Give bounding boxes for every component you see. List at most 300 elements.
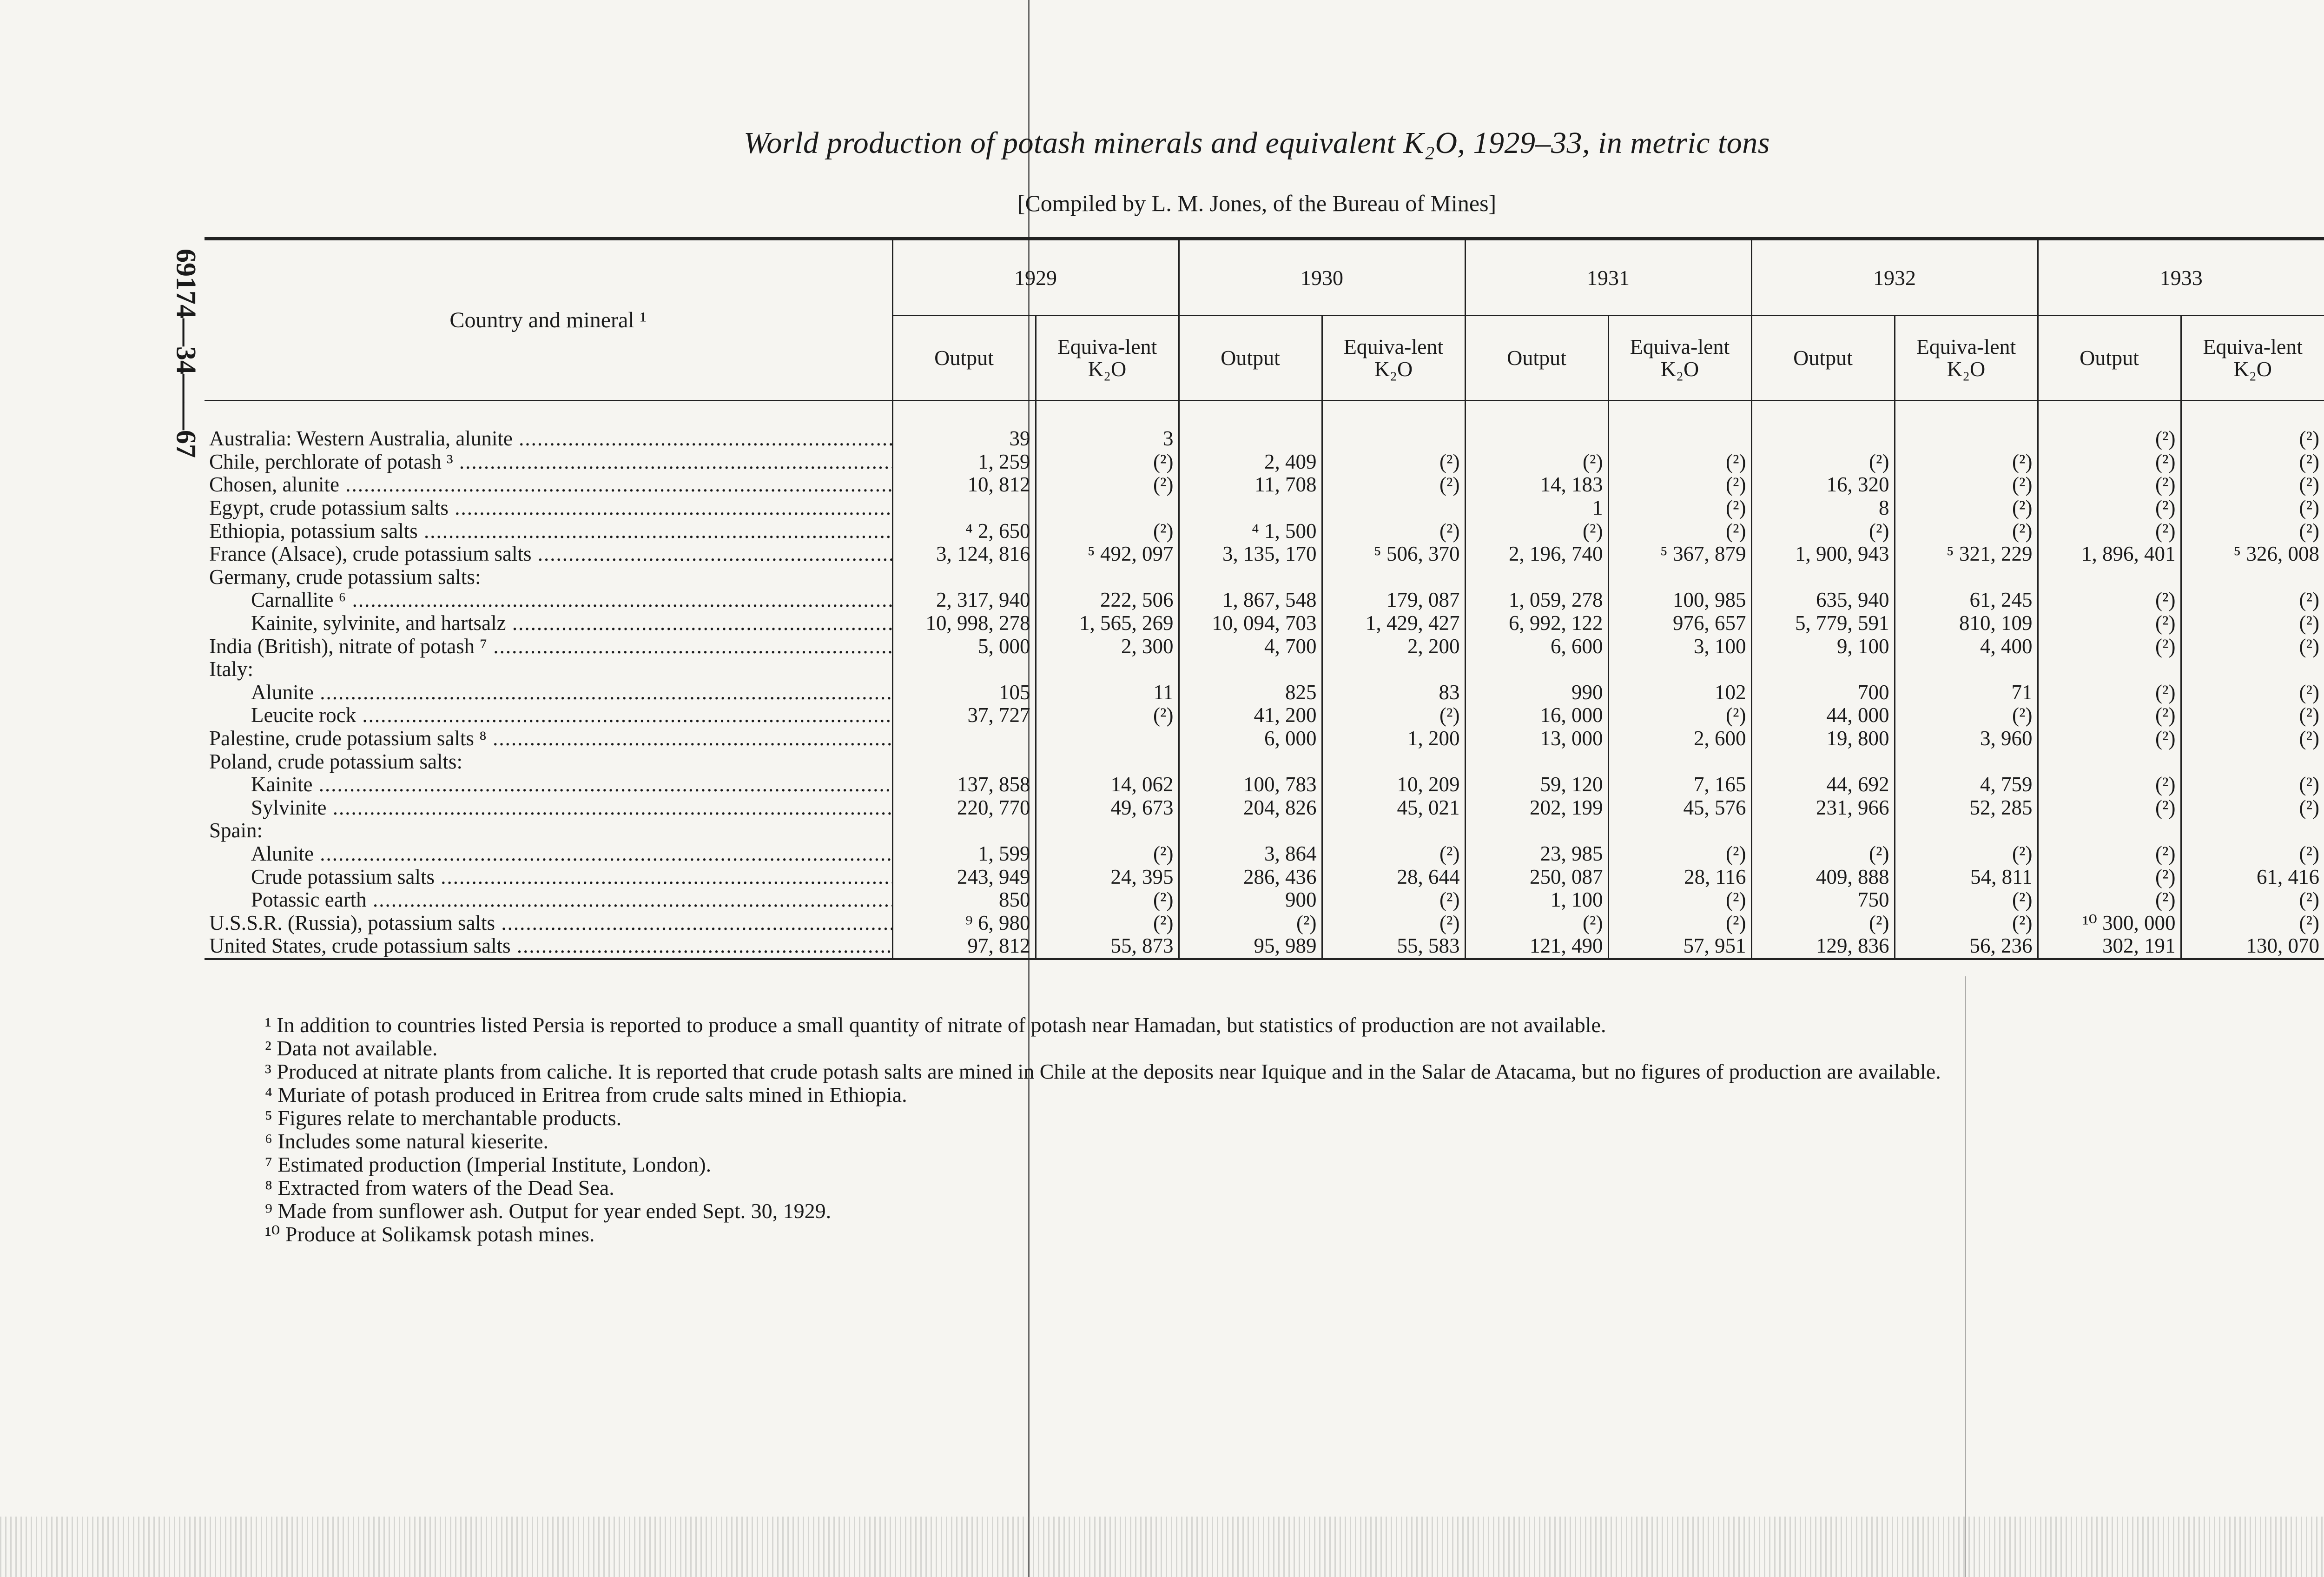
page-title: World production of potash minerals and equivalent K₂O, 1929–33, in metric tons [744, 126, 1770, 160]
spacer-cell [1608, 401, 1751, 428]
equivalent-k2o-cell [1322, 750, 1465, 773]
output-cell: 5, 000 [892, 635, 1036, 658]
output-cell: (²) [2038, 519, 2181, 543]
table-row [205, 589, 2324, 612]
equivalent-k2o-cell: 57, 951 [1608, 934, 1751, 959]
country-mineral-cell [205, 727, 892, 750]
output-cell: 6, 992, 122 [1465, 612, 1608, 635]
equivalent-k2o-cell: (²) [2299, 450, 2319, 473]
output-cell: 9, 100 [1751, 635, 1895, 658]
country-mineral-cell [205, 519, 892, 543]
equivalent-k2o-cell: (²) [1036, 704, 1179, 727]
year-header: 1930 [1179, 239, 1465, 316]
equivalent-k2o-cell: (²) [1895, 704, 2038, 727]
table-body [205, 401, 2324, 959]
output-cell: 44, 000 [1751, 704, 1895, 727]
output-cell [1465, 750, 1608, 773]
output-cell: 700 [1751, 681, 1895, 704]
country-mineral-label: Ethiopia, potassium salts ..... [209, 519, 892, 542]
equivalent-k2o-cell: (²) [2299, 473, 2319, 497]
equivalent-k2o-cell: (²) [2299, 588, 2319, 612]
table-row [205, 888, 2324, 912]
equivalent-k2o-cell: 3, 960 [1895, 727, 2038, 750]
output-cell: 1, 100 [1465, 888, 1608, 912]
country-mineral-label: Crude potassium salts ..... [251, 865, 892, 888]
output-cell: 121, 490 [1465, 934, 1608, 959]
output-cell: 44, 692 [1751, 773, 1895, 796]
table-row [205, 842, 2324, 866]
output-cell: (²) [2038, 635, 2181, 658]
equivalent-k2o-cell: (²) [1608, 473, 1751, 497]
equivalent-k2o-cell: (²) [2299, 795, 2319, 819]
country-mineral-label: France (Alsace), crude potassium salts ..... [209, 543, 892, 565]
footnote: ¹⁰ Produce at Solikamsk potash mines. [265, 1222, 595, 1246]
spacer-row [205, 401, 2324, 428]
equivalent-k2o-cell: 1, 429, 427 [1322, 612, 1465, 635]
equivalent-k2o-cell: 179, 087 [1322, 589, 1465, 612]
scan-edge-noise [0, 1517, 2324, 1577]
output-cell [892, 750, 1036, 773]
output-cell [1179, 427, 1322, 451]
equivalent-k2o-cell: (²) [2299, 842, 2319, 865]
output-cell: 23, 985 [1465, 842, 1608, 866]
equivalent-k2o-cell [1608, 427, 1751, 451]
country-mineral-cell [205, 704, 892, 727]
output-cell: 302, 191 [2038, 934, 2181, 959]
equivalent-k2o-cell [1895, 658, 2038, 681]
country-mineral-label: Chosen, alunite ..... [209, 473, 892, 496]
output-cell [1751, 427, 1895, 451]
table-row [205, 911, 2324, 934]
output-cell: 14, 183 [1465, 473, 1608, 497]
table-row [205, 704, 2324, 727]
equivalent-k2o-cell: (²) [2299, 888, 2319, 912]
equivalent-k2o-cell: (²) [1895, 911, 2038, 934]
equivalent-k2o-cell: (²) [1036, 888, 1179, 912]
output-cell [1465, 566, 1608, 589]
equivalent-k2o-cell: (²) [1322, 704, 1465, 727]
equivalent-k2o-cell: 14, 062 [1036, 773, 1179, 796]
equivalent-k2o-cell [2181, 658, 2324, 681]
equivalent-k2o-cell: 45, 021 [1322, 796, 1465, 820]
output-cell: 1, 059, 278 [1465, 589, 1608, 612]
country-mineral-label: Carnallite ⁶ ..... [251, 589, 892, 611]
country-mineral-cell [205, 773, 892, 796]
equivalent-k2o-cell: (²) [1895, 451, 2038, 474]
equivalent-k2o-cell: 52, 285 [1895, 796, 2038, 820]
table-row [205, 635, 2324, 658]
equivalent-k2o-cell [1608, 566, 1751, 589]
equivalent-k2o-cell: (²) [1895, 497, 2038, 520]
equivalent-k2o-cell [1322, 427, 1465, 451]
equivalent-k2o-cell: 45, 576 [1608, 796, 1751, 820]
output-cell [1179, 819, 1322, 842]
table-row [205, 750, 2324, 773]
country-mineral-label: Poland, crude potassium salts: [209, 750, 462, 773]
table-row [205, 773, 2324, 796]
output-cell: (²) [2038, 727, 2181, 750]
page-number [2319, 1232, 2324, 1381]
output-cell: (²) [1465, 519, 1608, 543]
equivalent-k2o-cell [2181, 819, 2324, 842]
equivalent-k2o-cell: (²) [1895, 519, 2038, 543]
output-cell: (²) [2038, 589, 2181, 612]
output-cell: 13, 000 [1465, 727, 1608, 750]
output-cell [892, 566, 1036, 589]
output-cell: 97, 812 [892, 934, 1036, 959]
country-mineral-cell [205, 497, 892, 520]
output-cell: 635, 940 [1751, 589, 1895, 612]
output-cell: 105 [892, 681, 1036, 704]
output-cell: 409, 888 [1751, 865, 1895, 888]
spacer-cell [1179, 401, 1322, 428]
country-mineral-cell [205, 911, 892, 934]
equivalent-k2o-cell: 56, 236 [1895, 934, 2038, 959]
output-cell: 129, 836 [1751, 934, 1895, 959]
table-row [205, 519, 2324, 543]
country-mineral-cell [205, 543, 892, 566]
equivalent-k2o-cell: 2, 300 [1036, 635, 1179, 658]
equivalent-k2o-cell: 1, 200 [1322, 727, 1465, 750]
table-row [205, 796, 2324, 820]
country-mineral-cell [205, 589, 892, 612]
equivalent-k2o-cell [1322, 819, 1465, 842]
output-cell: 10, 812 [892, 473, 1036, 497]
output-cell: 1, 259 [892, 451, 1036, 474]
output-cell: 95, 989 [1179, 934, 1322, 959]
equivalent-k2o-cell: 28, 116 [1608, 865, 1751, 888]
output-column-header: Output [892, 316, 1036, 401]
equivalent-k2o-cell: 222, 506 [1036, 589, 1179, 612]
equivalent-k2o-cell: 10, 209 [1322, 773, 1465, 796]
equivalent-k2o-cell: 2, 200 [1322, 635, 1465, 658]
equivalent-k2o-cell: (²) [2299, 496, 2319, 520]
footnote: ² Data not available. [265, 1036, 438, 1060]
year-header: 1932 [1751, 239, 2038, 316]
equivalent-k2o-cell [1895, 819, 2038, 842]
output-cell: 11, 708 [1179, 473, 1322, 497]
equivalent-k2o-cell: (²) [1322, 888, 1465, 912]
output-column-header: Output [2038, 316, 2181, 401]
country-mineral-cell [205, 427, 892, 451]
output-cell: 59, 120 [1465, 773, 1608, 796]
equivalent-k2o-cell: (²) [2299, 519, 2319, 543]
output-cell [892, 497, 1036, 520]
equivalent-k2o-cell: (²) [1322, 911, 1465, 934]
output-cell: 250, 087 [1465, 865, 1608, 888]
output-cell: (²) [2038, 773, 2181, 796]
equivalent-k2o-cell: 1, 565, 269 [1036, 612, 1179, 635]
equivalent-k2o-cell: (²) [1608, 451, 1751, 474]
country-mineral-label: Sylvinite ..... [251, 796, 892, 819]
country-mineral-label: India (British), nitrate of potash ⁷ ..... [209, 635, 892, 657]
equivalent-k2o-cell [1036, 497, 1179, 520]
equivalent-k2o-cell: 100, 985 [1608, 589, 1751, 612]
table-row [205, 497, 2324, 520]
country-column-header: Country and mineral ¹ [205, 239, 892, 401]
output-cell: (²) [2038, 888, 2181, 912]
output-cell: 10, 094, 703 [1179, 612, 1322, 635]
output-cell: 2, 409 [1179, 451, 1322, 474]
output-cell: (²) [1465, 451, 1608, 474]
equivalent-k2o-cell: (²) [2299, 727, 2319, 750]
equivalent-k2o-cell: (²) [1895, 473, 2038, 497]
equivalent-k2o-cell: (²) [1608, 888, 1751, 912]
output-cell: 1, 900, 943 [1751, 543, 1895, 566]
equivalent-k2o-cell: 130, 070 [2246, 934, 2319, 958]
country-mineral-label: Potassic earth ..... [251, 888, 892, 911]
output-cell: 137, 858 [892, 773, 1036, 796]
output-cell: (²) [2038, 681, 2181, 704]
equivalent-k2o-cell: ⁵ 367, 879 [1608, 543, 1751, 566]
equivalent-k2o-cell: ⁵ 506, 370 [1322, 543, 1465, 566]
equivalent-k2o-cell: 3 [1036, 427, 1179, 451]
equivalent-k2o-column-header: Equiva-lent K₂O [1036, 316, 1179, 401]
equivalent-k2o-cell: (²) [1895, 842, 2038, 866]
country-mineral-cell [205, 842, 892, 866]
output-cell: 5, 779, 591 [1751, 612, 1895, 635]
equivalent-k2o-cell: (²) [2299, 427, 2319, 451]
equivalent-k2o-cell [1036, 819, 1179, 842]
country-mineral-label: Kainite, sylvinite, and hartsalz ..... [251, 612, 892, 635]
country-mineral-cell [205, 451, 892, 474]
output-cell: 750 [1751, 888, 1895, 912]
output-cell: 204, 826 [1179, 796, 1322, 820]
output-cell: (²) [2038, 796, 2181, 820]
country-mineral-cell [205, 658, 892, 681]
equivalent-k2o-column-header: Equiva-lent K₂O [1322, 316, 1465, 401]
output-cell: (²) [2038, 473, 2181, 497]
output-cell [2038, 566, 2181, 589]
output-cell: (²) [2038, 451, 2181, 474]
equivalent-k2o-cell: 49, 673 [1036, 796, 1179, 820]
equivalent-k2o-cell: (²) [1322, 519, 1465, 543]
output-cell [1751, 819, 1895, 842]
country-mineral-cell [205, 566, 892, 589]
equivalent-k2o-cell: (²) [1608, 497, 1751, 520]
country-mineral-label: Leucite rock ..... [251, 704, 892, 727]
output-cell [892, 658, 1036, 681]
output-cell [2038, 658, 2181, 681]
output-cell: (²) [1751, 451, 1895, 474]
output-column-header: Output [1465, 316, 1608, 401]
equivalent-k2o-cell: 55, 873 [1036, 934, 1179, 959]
output-cell [1179, 750, 1322, 773]
equivalent-k2o-cell [1322, 497, 1465, 520]
country-mineral-cell [205, 612, 892, 635]
equivalent-k2o-cell: 71 [1895, 681, 2038, 704]
country-mineral-cell [205, 681, 892, 704]
equivalent-k2o-cell: (²) [1036, 911, 1179, 934]
output-cell: 1 [1465, 497, 1608, 520]
output-column-header: Output [1179, 316, 1322, 401]
page-subtitle: [Compiled by L. M. Jones, of the Bureau of Mines] [1017, 190, 1497, 216]
footnote: ⁴ Muriate of potash produced in Eritrea from crude salts mined in Ethiopia. [265, 1083, 907, 1107]
equivalent-k2o-cell: 2, 600 [1608, 727, 1751, 750]
output-cell: 850 [892, 888, 1036, 912]
output-cell: 19, 800 [1751, 727, 1895, 750]
equivalent-k2o-cell: (²) [2299, 703, 2319, 727]
equivalent-k2o-cell: 61, 245 [1895, 589, 2038, 612]
country-mineral-label: Alunite ..... [251, 842, 892, 865]
country-mineral-label: U.S.S.R. (Russia), potassium salts ..... [209, 911, 892, 934]
equivalent-k2o-cell [1322, 566, 1465, 589]
footnote: ¹ In addition to countries listed Persia is reported to produce a small quantity of nitrate of potash near Hamadan, but statistics of production are not available. [265, 1013, 1606, 1037]
equivalent-k2o-cell: (²) [1322, 842, 1465, 866]
output-cell: 1, 867, 548 [1179, 589, 1322, 612]
output-cell: 2, 196, 740 [1465, 543, 1608, 566]
equivalent-k2o-cell: 54, 811 [1895, 865, 2038, 888]
output-cell [1751, 658, 1895, 681]
country-mineral-label: Germany, crude potassium salts: [209, 565, 481, 589]
output-cell [2038, 819, 2181, 842]
output-cell: 231, 966 [1751, 796, 1895, 820]
year-header-row [205, 239, 2324, 316]
output-cell: ⁴ 1, 500 [1179, 519, 1322, 543]
equivalent-k2o-cell: 976, 657 [1608, 612, 1751, 635]
country-mineral-label: United States, crude potassium salts ..... [209, 934, 892, 957]
equivalent-k2o-cell: 11 [1036, 681, 1179, 704]
equivalent-k2o-cell: (²) [2299, 911, 2319, 934]
output-cell: 4, 700 [1179, 635, 1322, 658]
country-mineral-cell [205, 473, 892, 497]
equivalent-k2o-cell [1895, 750, 2038, 773]
output-cell: (²) [2038, 497, 2181, 520]
country-mineral-cell [205, 934, 892, 959]
footnote: ⁷ Estimated production (Imperial Institute, London). [265, 1153, 712, 1176]
output-cell: 3, 135, 170 [1179, 543, 1322, 566]
output-cell [1179, 566, 1322, 589]
footnote: ⁸ Extracted from waters of the Dead Sea. [265, 1176, 614, 1199]
year-header: 1933 [2038, 239, 2324, 316]
output-cell: (²) [2038, 704, 2181, 727]
equivalent-k2o-cell: 24, 395 [1036, 865, 1179, 888]
output-cell [1465, 658, 1608, 681]
equivalent-k2o-cell: (²) [1036, 451, 1179, 474]
output-cell: 286, 436 [1179, 865, 1322, 888]
output-cell: (²) [2038, 842, 2181, 866]
output-cell: 10, 998, 278 [892, 612, 1036, 635]
year-header: 1931 [1465, 239, 1751, 316]
footnotes [205, 1014, 2324, 1246]
output-cell: 202, 199 [1465, 796, 1608, 820]
equivalent-k2o-cell: ⁵ 326, 008 [2233, 542, 2319, 566]
table-row [205, 658, 2324, 681]
output-cell: 900 [1179, 888, 1322, 912]
output-cell: 16, 000 [1465, 704, 1608, 727]
equivalent-k2o-cell [1608, 819, 1751, 842]
equivalent-k2o-cell [1036, 658, 1179, 681]
output-cell [2038, 750, 2181, 773]
output-cell: 100, 783 [1179, 773, 1322, 796]
output-cell: 37, 727 [892, 704, 1036, 727]
equivalent-k2o-cell [2181, 750, 2324, 773]
country-mineral-label: Spain: [209, 819, 263, 842]
equivalent-k2o-cell: (²) [1036, 519, 1179, 543]
equivalent-k2o-cell: (²) [1036, 842, 1179, 866]
footnote: ⁹ Made from sunflower ash. Output for year ended Sept. 30, 1929. [265, 1199, 832, 1223]
equivalent-k2o-column-header: Equiva-lent K₂O [1895, 316, 2038, 401]
country-mineral-label: Palestine, crude potassium salts ⁸ ..... [209, 727, 892, 750]
country-mineral-label: Egypt, crude potassium salts ..... [209, 497, 892, 519]
table-row [205, 934, 2324, 959]
country-mineral-label: Australia: Western Australia, alunite ..... [209, 427, 892, 450]
footnote: ⁶ Includes some natural kieserite. [265, 1129, 548, 1153]
output-cell: (²) [2038, 427, 2181, 451]
output-cell [1179, 497, 1322, 520]
output-cell: (²) [1179, 911, 1322, 934]
potash-production-table [205, 237, 2324, 960]
equivalent-k2o-cell [2181, 566, 2324, 589]
country-mineral-cell [205, 750, 892, 773]
output-cell: ⁴ 2, 650 [892, 519, 1036, 543]
equivalent-k2o-cell: 102 [1608, 681, 1751, 704]
margin-print-code: 69174—34——67 [171, 249, 202, 458]
output-cell: 16, 320 [1751, 473, 1895, 497]
equivalent-k2o-cell: (²) [2299, 611, 2319, 635]
equivalent-k2o-cell: ⁵ 321, 229 [1895, 543, 2038, 566]
country-mineral-label: Alunite ..... [251, 681, 892, 704]
output-cell: 6, 600 [1465, 635, 1608, 658]
equivalent-k2o-cell [1608, 658, 1751, 681]
equivalent-k2o-cell: (²) [2299, 634, 2319, 658]
spacer-cell [205, 401, 892, 428]
spacer-cell [2038, 401, 2181, 428]
equivalent-k2o-cell: 3, 100 [1608, 635, 1751, 658]
year-header: 1929 [892, 239, 1179, 316]
table-row [205, 681, 2324, 704]
equivalent-k2o-cell: 83 [1322, 681, 1465, 704]
output-cell [1465, 819, 1608, 842]
equivalent-k2o-cell: 4, 400 [1895, 635, 2038, 658]
output-cell: (²) [2038, 865, 2181, 888]
equivalent-k2o-cell: 28, 644 [1322, 865, 1465, 888]
output-cell [1465, 427, 1608, 451]
output-cell [892, 727, 1036, 750]
output-cell: ⁹ 6, 980 [892, 911, 1036, 934]
table-row [205, 819, 2324, 842]
output-cell: (²) [2038, 612, 2181, 635]
country-mineral-cell [205, 796, 892, 820]
spacer-cell [1036, 401, 1179, 428]
table-row [205, 427, 2324, 451]
output-cell: 3, 864 [1179, 842, 1322, 866]
equivalent-k2o-cell: 7, 165 [1608, 773, 1751, 796]
equivalent-k2o-cell: 810, 109 [1895, 612, 2038, 635]
equivalent-k2o-cell: (²) [1322, 451, 1465, 474]
equivalent-k2o-cell: 4, 759 [1895, 773, 2038, 796]
output-cell [892, 819, 1036, 842]
equivalent-k2o-cell: ⁵ 492, 097 [1036, 543, 1179, 566]
output-cell: 220, 770 [892, 796, 1036, 820]
spacer-cell [1895, 401, 2038, 428]
footnote: ³ Produced at nitrate plants from caliche. It is reported that crude potash salts are mined in Chile at the deposits near Iquique and in the Salar de Atacama, but no figures of production are available. [265, 1060, 1941, 1083]
output-cell: 1, 599 [892, 842, 1036, 866]
spacer-cell [1751, 401, 1895, 428]
equivalent-k2o-cell: (²) [2299, 773, 2319, 796]
output-cell: 6, 000 [1179, 727, 1322, 750]
output-cell: 825 [1179, 681, 1322, 704]
equivalent-k2o-cell: (²) [2299, 680, 2319, 704]
output-cell: 39 [892, 427, 1036, 451]
output-cell [1751, 566, 1895, 589]
output-cell: (²) [1751, 911, 1895, 934]
country-mineral-cell [205, 865, 892, 888]
country-mineral-cell [205, 635, 892, 658]
output-cell: 3, 124, 816 [892, 543, 1036, 566]
equivalent-k2o-cell: (²) [1608, 519, 1751, 543]
output-cell: (²) [1751, 842, 1895, 866]
